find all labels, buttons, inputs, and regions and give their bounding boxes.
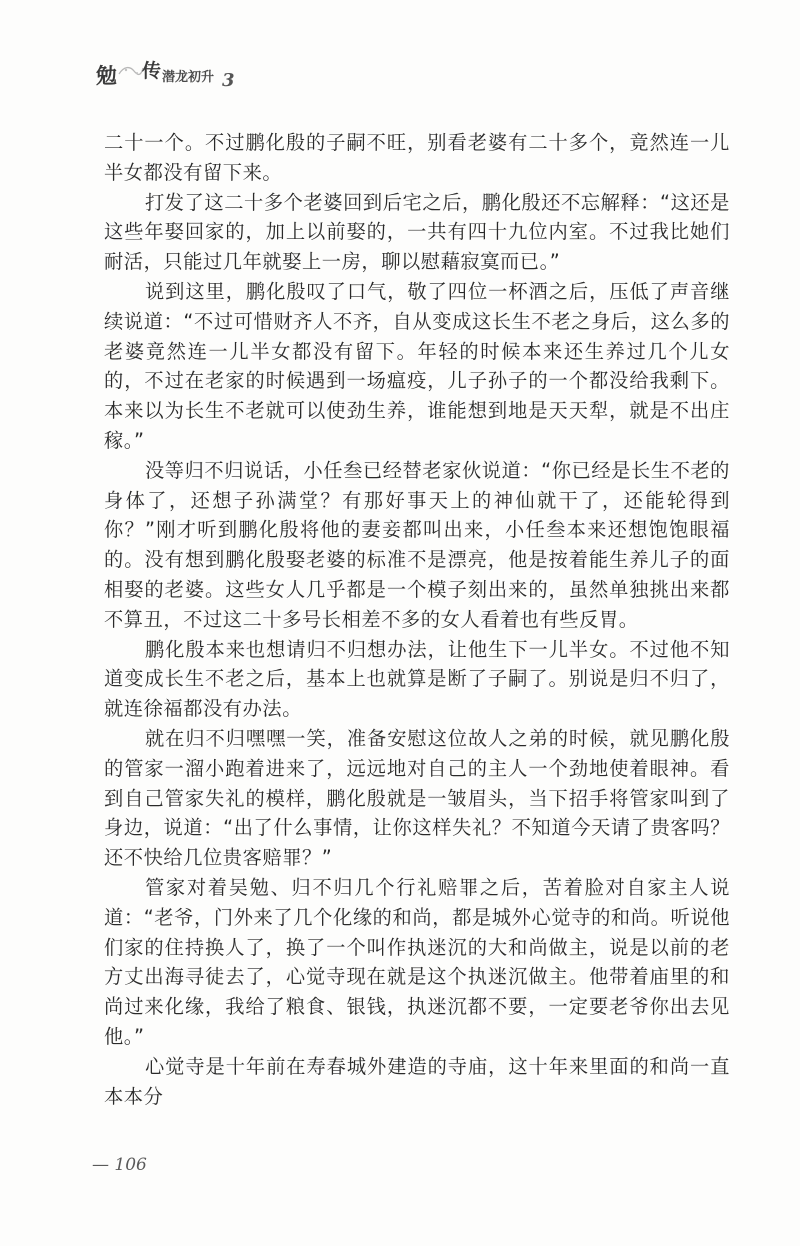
header-title-char-1: 勉 bbox=[96, 63, 117, 88]
header-title-char-2: 传 bbox=[142, 60, 162, 82]
header-subtitle: 潜龙初升 bbox=[162, 70, 215, 85]
header-ornament-icon bbox=[118, 64, 144, 78]
page-number: — 106 bbox=[92, 1155, 147, 1175]
paragraph: 心觉寺是十年前在寿春城外建造的寺庙，这十年来里面的和尚一直本本分 bbox=[104, 1054, 730, 1108]
paragraph: 打发了这二十多个老婆回到后宅之后，鹏化殷还不忘解释：“这还是这些年娶回家的，加上以前娶的，一共有四十九位内室。不过我比她们耐活，只能过几年就娶上一房，聊以慰藉寂寞而已。” bbox=[104, 190, 730, 274]
paragraph: 管家对着吴勉、归不归几个行礼赔罪之后，苦着脸对自家主人说道：“老爷，门外来了几个化缘的和尚，都是城外心觉寺的和尚。听说他们家的住持换人了，换了一个叫作执迷沉的大和尚做主，说是以前的老方丈出海寻徒去了，心觉寺现在就是这个执迷沉做主。他带着庙里的和尚过来化缘，我给了粮食、银钱，执迷沉都不要，一定要老爷你出去见他。” bbox=[104, 875, 730, 1048]
running-header bbox=[96, 52, 356, 96]
paragraph: 二十一个。不过鹏化殷的子嗣不旺，别看老婆有二十多个，竟然连一儿半女都没有留下来。 bbox=[104, 131, 730, 184]
paragraph: 鹏化殷本来也想请归不归想办法，让他生下一儿半女。不过他不知道变成长生不老之后，基本上也就算是断了子嗣了。别说是归不归了，就连徐福都没有办法。 bbox=[104, 637, 730, 721]
paragraph: 说到这里，鹏化殷叹了口气，敬了四位一杯酒之后，压低了声音继续说道：“不过可惜财齐人不齐，自从变成这长生不老之身后，这么多的老婆竟然连一儿半女都没有留下。年轻的时候本来还生养过几个儿女的，不过在老家的时候遇到一场瘟疫，儿子孙子的一个都没给我剩下。本来以为长生不老就可以使劲生养，谁能想到地是天天犁，就是不出庄稼。” bbox=[104, 279, 730, 452]
header-volume-number: 3 bbox=[222, 70, 235, 91]
paragraph: 没等归不归说话，小任叁已经替老家伙说道：“你已经是长生不老的身体了，还想子孙满堂？有那好事天上的神仙就干了，还能轮得到你？”刚才听到鹏化殷将他的妻妾都叫出来，小任叁本来还想饱饱眼福的。没有想到鹏化殷娶老婆的标准不是漂亮，他是按着能生养儿子的面相娶的老婆。这些女人几乎都是一个模子刻出来的，虽然单独挑出来都不算丑，不过这二十多号长相差不多的女人看着也有些反胃。 bbox=[104, 458, 730, 631]
paragraph: 就在归不归嘿嘿一笑，准备安慰这位故人之弟的时候，就见鹏化殷的管家一溜小跑着进来了，远远地对自己的主人一个劲地使着眼神。看到自己管家失礼的模样，鹏化殷就是一皱眉头，当下招手将管家叫到了身边，说道：“出了什么事情，让你这样失礼？不知道今天请了贵客吗？还不快给几位贵客赔罪？” bbox=[104, 726, 730, 870]
body-text bbox=[104, 128, 730, 1111]
